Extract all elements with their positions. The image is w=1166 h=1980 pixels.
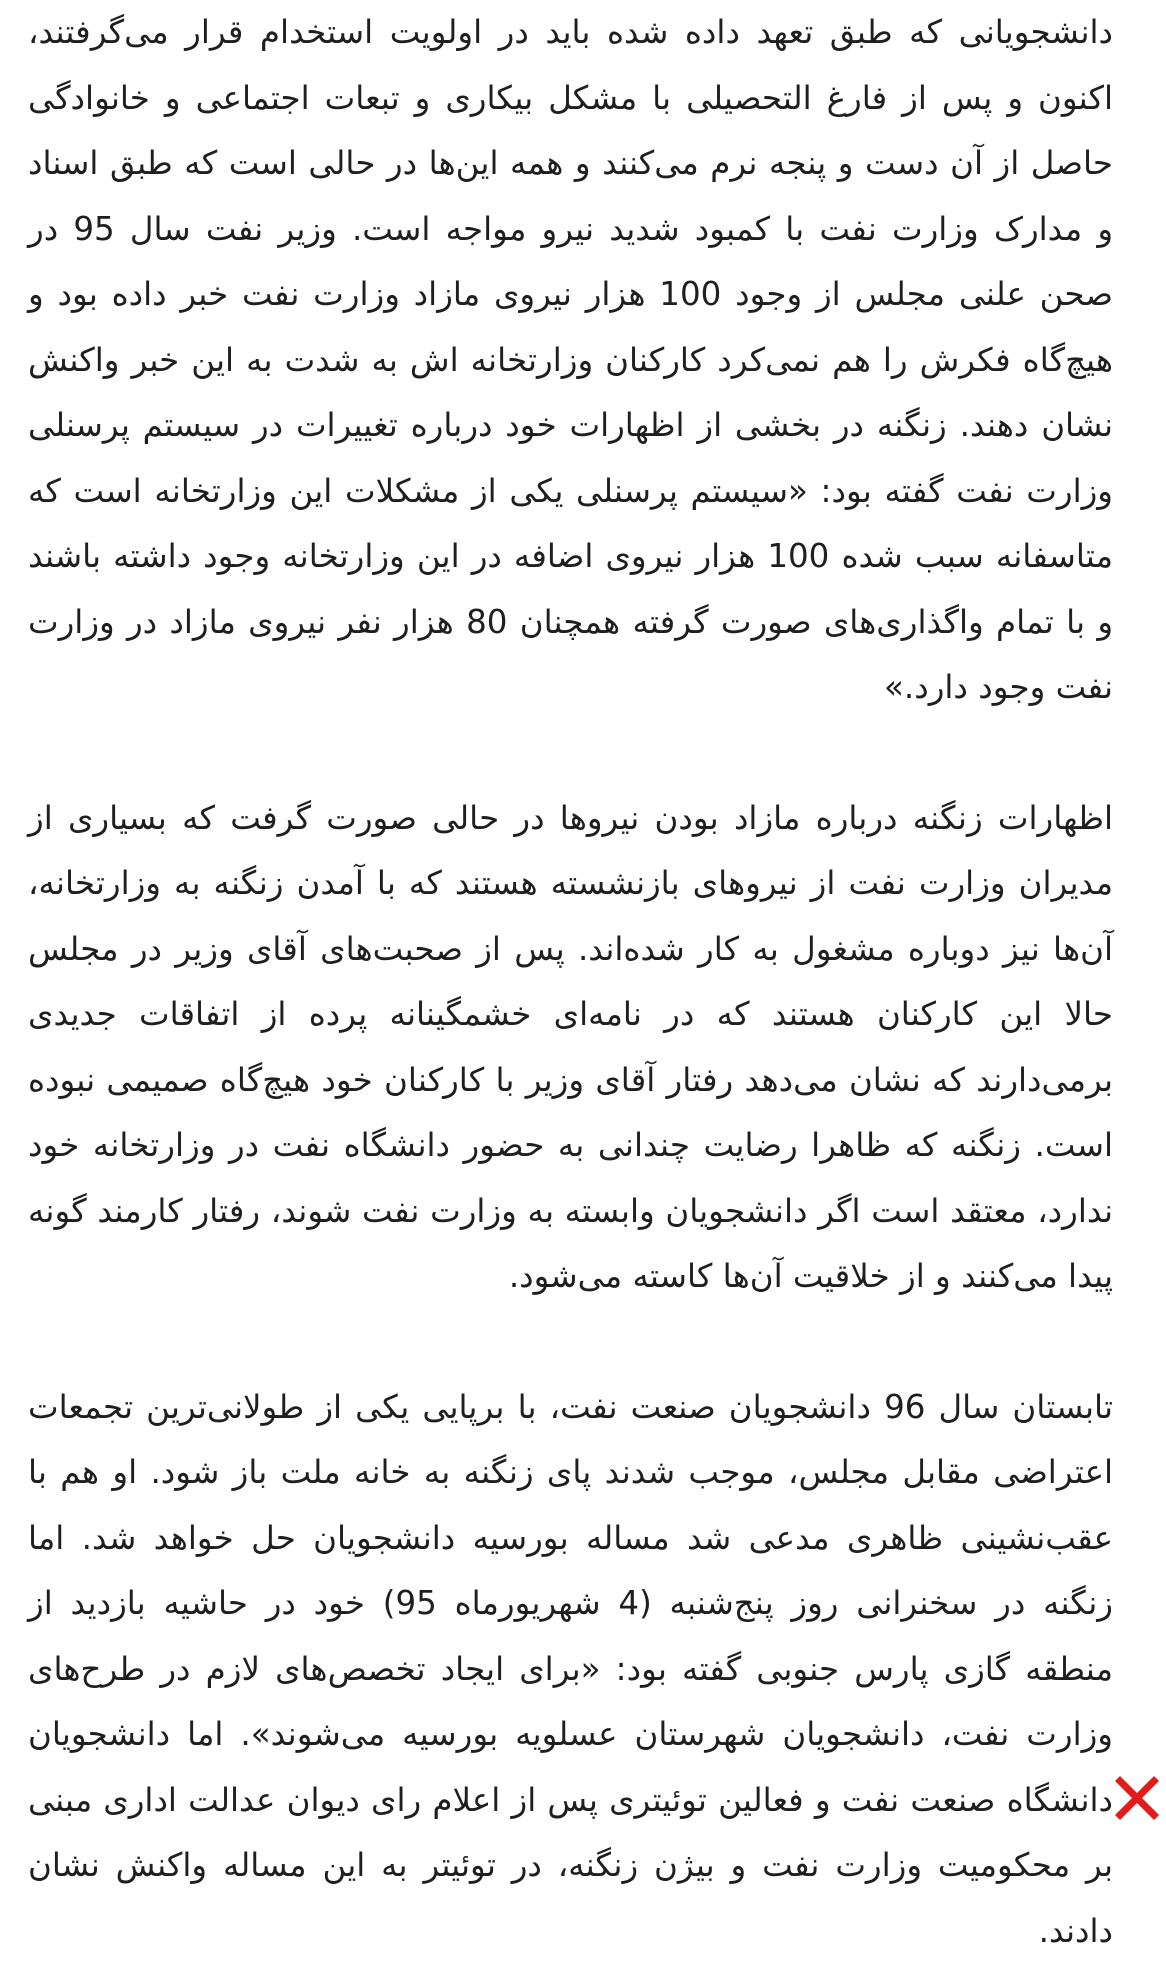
article-paragraph-2: اظهارات زنگنه درباره مازاد بودن نیروها در حالی صورت گرفت که بسیاری از مدیران وزارت نفت از نیروهای بازنشسته هستند که با آمدن زنگنه به وزارتخانه، آن‌ها نیز دوباره مشغول به کار شده‌اند. پس از صحبت‌های آقای وزیر در مجلس حالا این کارکنان هستند که در نامه‌ای خشمگینانه پرده از اتفاقات جدیدی برمی‌دارند که نشان می‌دهد رفتار آقای وزیر با کارکنان خود هیچ‌گاه صمیمی نبوده است. زنگنه که ظاهرا رضایت چندانی به حضور دانشگاه نفت در وزارتخانه خود ندارد، معتقد است اگر دانشجویان وابسته به وزارت نفت شوند، رفتار کارمند گونه پیدا می‌کنند و از خلاقیت آن‌ها کاسته می‌شود. <box>28 798 1113 1295</box>
article-paragraph-3: تابستان سال 96 دانشجویان صنعت نفت، با برپایی یکی از طولانی‌ترین تجمعات اعتراضی مقابل مجلس، موجب شدند پای زنگنه به خانه ملت باز شود. او هم با عقب‌نشینی ظاهری مدعی شد مساله بورسیه دانشجویان حل خواهد شد. اما زنگنه در سخنرانی روز پنج‌شنبه (4 شهریورماه 95) خود در حاشیه بازدید از منطقه گازی پارس جنوبی گفته بود: «برای ایجاد تخصص‌های لازم در طرح‌های وزارت نفت، دانشجویان شهرستان عسلویه بورسیه می‌شوند». اما دانشجویان دانشگاه صنعت نفت و فعالین توئیتری پس از اعلام رای دیوان عدالت اداری مبنی بر محکومیت وزارت نفت و بیژن زنگنه، در توئیتر به این مساله واکنش نشان دادند. <box>28 1387 1113 1950</box>
article-body <box>28 0 1113 1964</box>
article-paragraph-1: دانشجویانی که طبق تعهد داده شده باید در اولویت استخدام قرار می‌گرفتند، اکنون و پس از فارغ التحصیلی با مشکل بیکاری و تبعات اجتماعی و خانوادگی حاصل از آن دست و پنجه نرم می‌کنند و همه این‌ها در حالی است که طبق اسناد و مدارک وزارت نفت با کمبود شدید نیرو مواجه است. وزیر نفت سال 95 در صحن علنی مجلس از وجود 100 هزار نیروی مازاد وزارت نفت خبر داده بود و هیچ‌گاه فکرش را هم نمی‌کرد کارکنان وزارتخانه اش به شدت به این خبر واکنش نشان دهند. زنگنه در بخشی از اظهارات خود درباره تغییرات در سیستم پرسنلی وزارت نفت گفته بود: «سیستم پرسنلی یکی از مشکلات این وزارتخانه است که متاسفانه سبب شده 100 هزار نیروی اضافه در این وزارتخانه وجود داشته باشند و با تمام واگذاری‌های صورت گرفته همچنان 80 هزار نفر نیروی مازاد در وزارت نفت وجود دارد.» <box>28 13 1114 706</box>
close-icon[interactable] <box>1111 1771 1163 1823</box>
close-icon-graphic <box>1111 1771 1163 1823</box>
